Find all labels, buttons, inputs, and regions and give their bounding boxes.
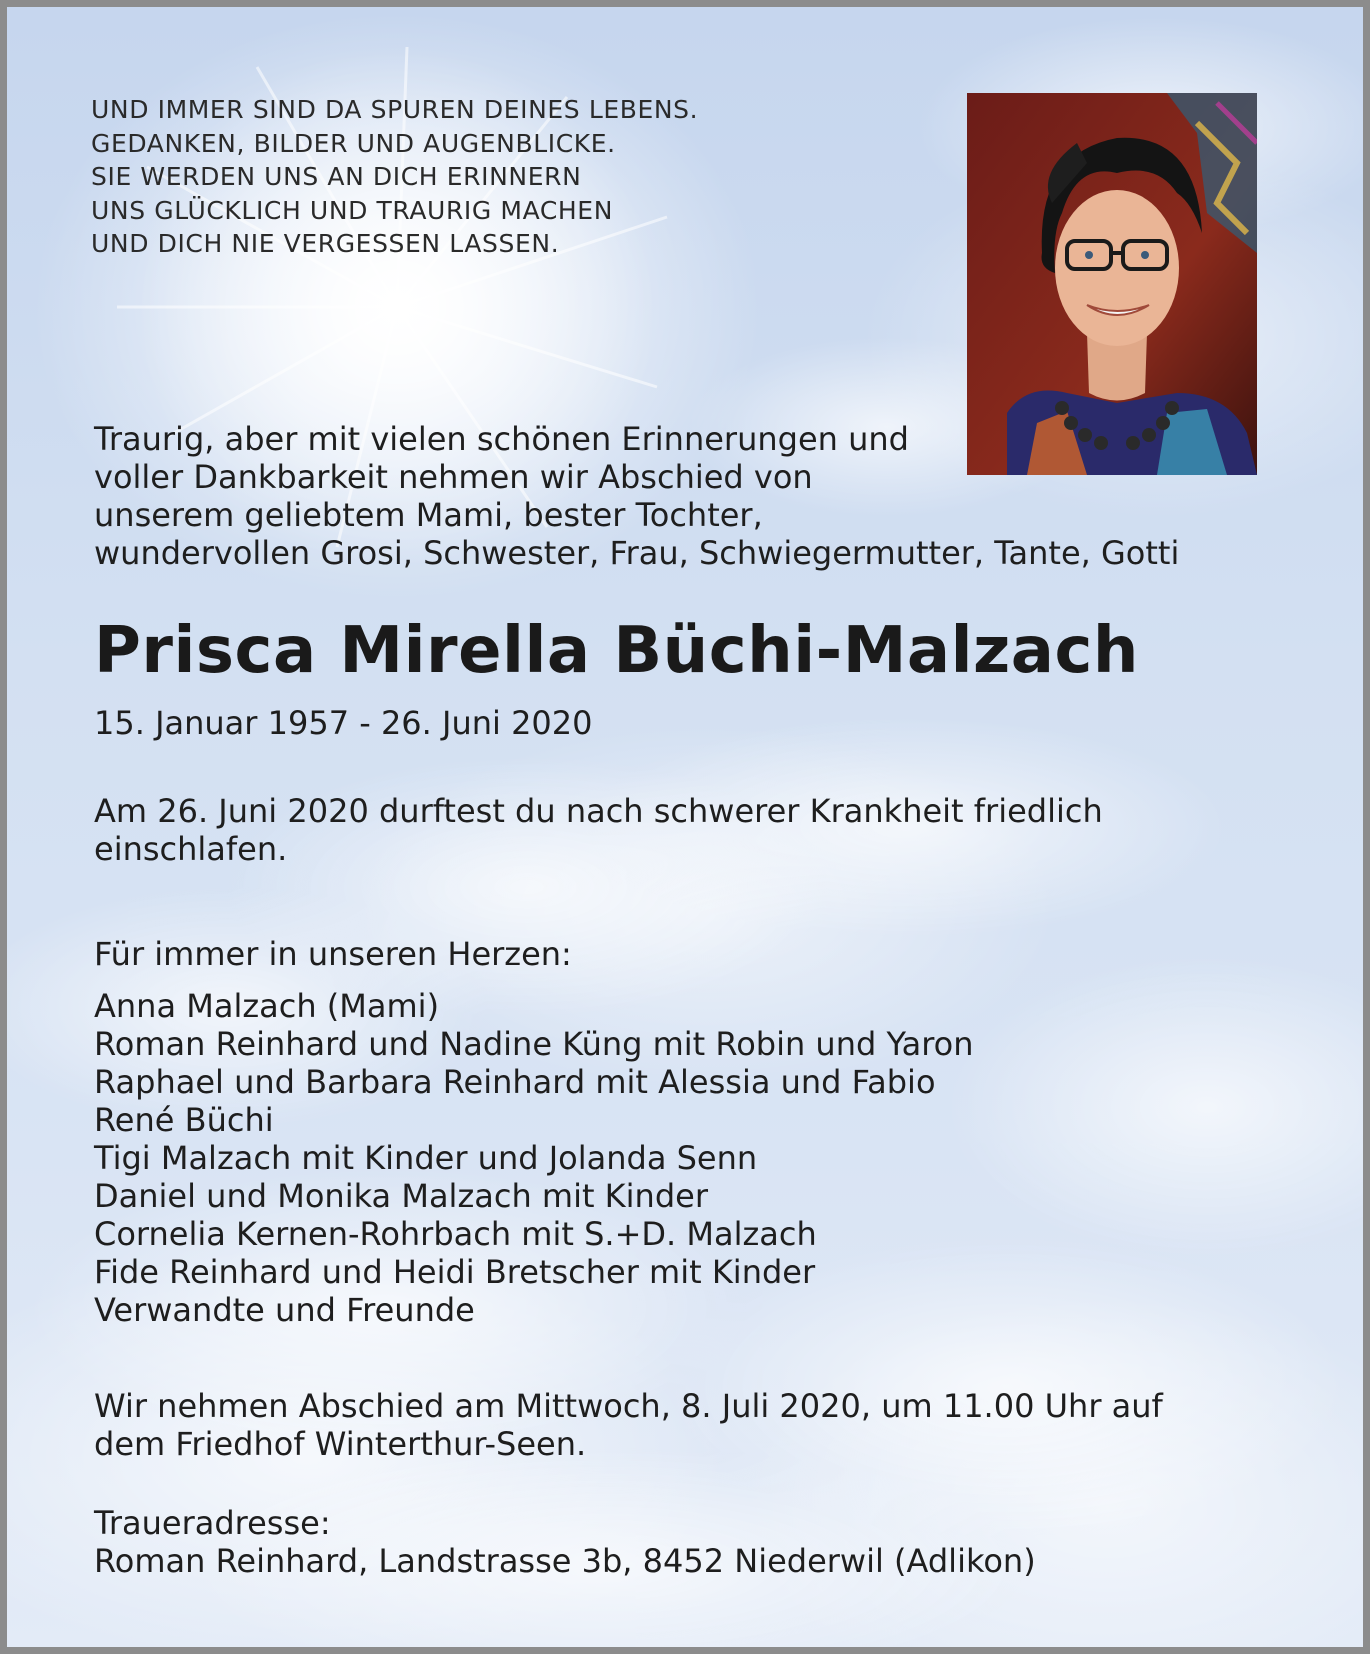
poem-line: GEDANKEN, BILDER UND AUGENBLICKE. — [91, 128, 616, 158]
life-dates: 15. Januar 1957 - 26. Juni 2020 — [94, 704, 593, 742]
mourner-entry: Roman Reinhard und Nadine Küng mit Robin und Yaron — [94, 1025, 974, 1063]
mourner-entry: René Büchi — [94, 1101, 274, 1139]
mourners-heading: Für immer in unseren Herzen: — [94, 935, 572, 973]
poem-line: UND DICH NIE VERGESSEN LASSEN. — [91, 229, 560, 258]
mourner-entry: Fide Reinhard und Heidi Bretscher mit Kinder — [94, 1253, 816, 1291]
intro-line: Traurig, aber mit vielen schönen Erinnerungen und — [94, 420, 909, 458]
mourner-entry: Cornelia Kernen-Rohrbach mit S.+D. Malzach — [94, 1215, 817, 1253]
funeral-info — [94, 1387, 1163, 1463]
portrait-photo — [967, 93, 1257, 475]
mourner-entry: Verwandte und Freunde — [94, 1291, 475, 1329]
poem-line: UNS GLÜCKLICH UND TRAURIG MACHEN — [91, 195, 613, 225]
passing-line: einschlafen. — [94, 830, 288, 868]
mourners-list — [94, 987, 974, 1329]
mourner-entry: Raphael und Barbara Reinhard mit Alessia und Fabio — [94, 1063, 936, 1101]
address-label: Traueradresse: — [94, 1504, 331, 1542]
mourner-entry: Anna Malzach (Mami) — [94, 987, 440, 1025]
intro-line: wundervollen Grosi, Schwester, Frau, Schwiegermutter, Tante, Gotti — [94, 534, 1180, 572]
mourner-entry: Daniel und Monika Malzach mit Kinder — [94, 1177, 708, 1215]
intro-line: voller Dankbarkeit nehmen wir Abschied von — [94, 458, 813, 496]
deceased-name: Prisca Mirella Büchi-Malzach — [94, 614, 1139, 688]
mourning-address — [94, 1504, 1036, 1580]
portrait-illustration — [967, 93, 1257, 475]
intro-text — [94, 420, 1179, 572]
poem-line: SIE WERDEN UNS AN DICH ERINNERN — [91, 162, 582, 191]
funeral-line: Wir nehmen Abschied am Mittwoch, 8. Juli 2020, um 11.00 Uhr auf — [94, 1387, 1163, 1425]
funeral-line: dem Friedhof Winterthur-Seen. — [94, 1425, 587, 1463]
poem — [91, 93, 698, 261]
passing-text — [94, 792, 1103, 868]
poem-line: UND IMMER SIND DA SPUREN DEINES LEBENS. — [91, 95, 699, 124]
mourner-entry: Tigi Malzach mit Kinder und Jolanda Senn — [94, 1139, 758, 1177]
address-value: Roman Reinhard, Landstrasse 3b, 8452 Niederwil (Adlikon) — [94, 1542, 1036, 1580]
passing-line: Am 26. Juni 2020 durftest du nach schwerer Krankheit friedlich — [94, 792, 1103, 830]
intro-line: unserem geliebtem Mami, bester Tochter, — [94, 496, 763, 534]
